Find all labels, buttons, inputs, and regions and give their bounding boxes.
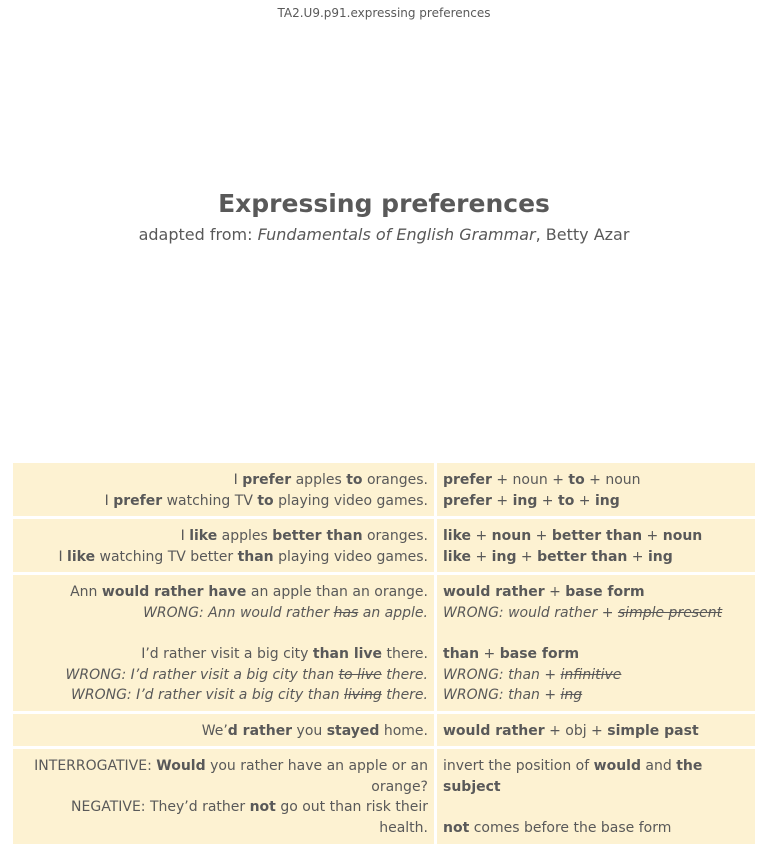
pattern-cell <box>436 518 757 574</box>
examples-cell <box>12 518 436 574</box>
wrong-pattern-line: WRONG: would rather + simple present <box>443 604 723 621</box>
pattern-line: than + base form <box>443 646 580 662</box>
pattern-cell <box>436 712 757 748</box>
pattern-line: like + ing + better than + ing <box>443 548 673 565</box>
page-title: Expressing preferences <box>218 189 550 218</box>
pattern-cell <box>436 748 757 846</box>
examples-cell <box>12 574 436 713</box>
pattern-line: invert the position of would and the subject <box>443 758 703 795</box>
example-line: INTERROGATIVE: Would you rather have an apple or an orange? <box>34 758 428 795</box>
book-title: Fundamentals of English Grammar <box>257 225 536 244</box>
example-line: NEGATIVE: They’d rather not go out than risk their health. <box>71 799 428 836</box>
example-line: I’d rather visit a big city than live there. <box>141 646 428 662</box>
example-line: I like apples better than oranges. <box>180 528 428 544</box>
wrong-pattern-line: WRONG: than + infinitive <box>443 666 622 683</box>
wrong-example-line: WRONG: Ann would rather has an apple. <box>143 604 428 621</box>
pattern-line: not comes before the base form <box>443 820 672 836</box>
examples-cell <box>12 748 436 846</box>
example-line: Ann would rather have an apple than an orange. <box>70 584 428 600</box>
row-like-better-than <box>12 518 757 574</box>
row-question-negative <box>12 748 757 846</box>
source-credit <box>0 225 768 244</box>
wrong-pattern-line: WRONG: than + ing <box>443 687 583 703</box>
adapted-prefix: adapted from: <box>138 225 258 244</box>
row-would-rather-past <box>12 712 757 748</box>
wrong-example-line: WRONG: I’d rather visit a big city than to live there. <box>65 666 428 683</box>
example-line: I prefer apples to oranges. <box>233 472 428 488</box>
document-code: TA2.U9.p91.expressing preferences <box>277 6 491 20</box>
pattern-line: prefer + noun + to + noun <box>443 472 641 488</box>
row-prefer <box>12 462 757 518</box>
pattern-line: would rather + obj + simple past <box>443 722 699 739</box>
row-would-rather <box>12 574 757 713</box>
pattern-cell <box>436 574 757 713</box>
grammar-table <box>10 460 758 847</box>
author-name: , Betty Azar <box>535 225 630 244</box>
example-line: I prefer watching TV to playing video games. <box>104 492 428 509</box>
pattern-line: like + noun + better than + noun <box>443 528 703 544</box>
wrong-example-line: WRONG: I’d rather visit a big city than living there. <box>71 687 428 703</box>
examples-cell <box>12 462 436 518</box>
pattern-cell <box>436 462 757 518</box>
example-line: We’d rather you stayed home. <box>201 722 428 739</box>
examples-cell <box>12 712 436 748</box>
pattern-line: prefer + ing + to + ing <box>443 492 620 509</box>
example-line: I like watching TV better than playing video games. <box>58 548 428 565</box>
pattern-line: would rather + base form <box>443 584 645 600</box>
